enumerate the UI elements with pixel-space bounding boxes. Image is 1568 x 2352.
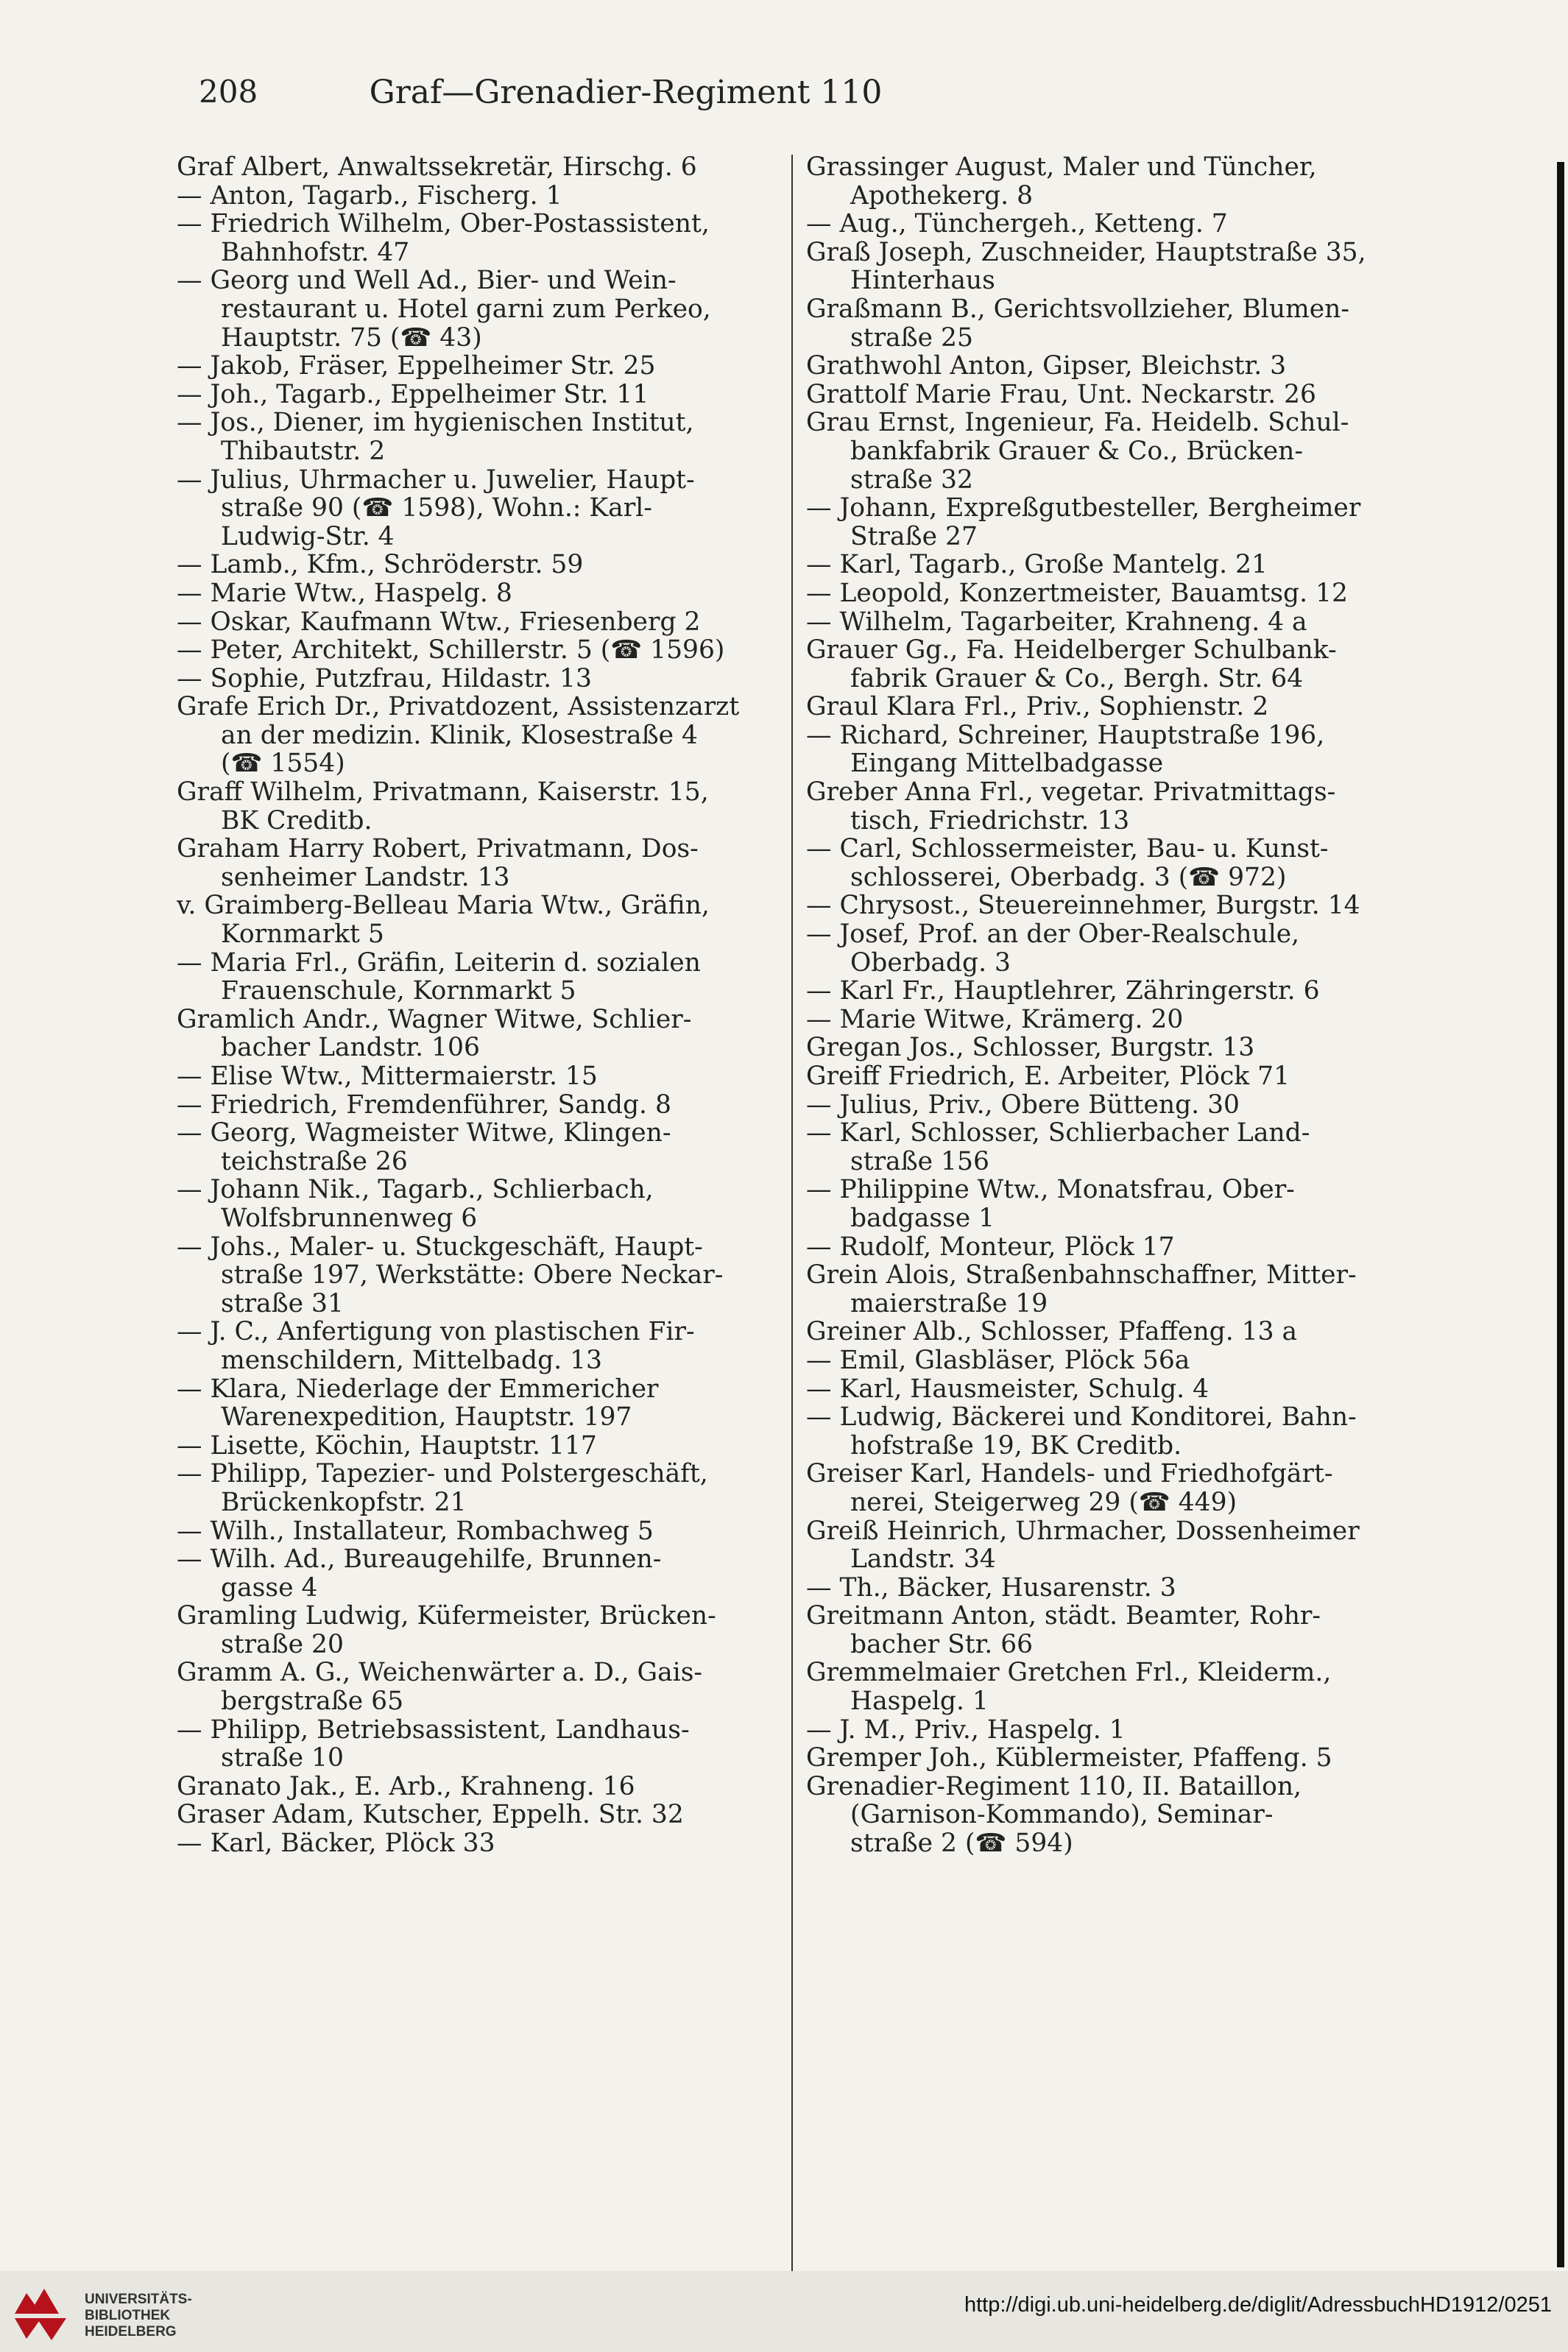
- directory-entry-line: Greiser Karl, Handels- und Friedhofgärt-: [806, 1460, 1333, 1488]
- directory-entry-line: Graff Wilhelm, Privatmann, Kaiserstr. 15,: [177, 778, 709, 807]
- entry-continuation-line: straße 197, Werkstätte: Obere Neckar-: [221, 1261, 724, 1290]
- directory-entry-line: — Georg, Wagmeister Witwe, Klingen-: [177, 1119, 671, 1148]
- directory-entry-line: — Karl Fr., Hauptlehrer, Zähringerstr. 6: [806, 977, 1320, 1006]
- column-divider: [791, 155, 793, 2275]
- entry-continuation-line: bergstraße 65: [221, 1687, 404, 1716]
- directory-entry-line: Grafe Erich Dr., Privatdozent, Assistenzarzt: [177, 693, 740, 721]
- directory-entry-line: — Philipp, Tapezier- und Polstergeschäft,: [177, 1460, 708, 1488]
- source-link[interactable]: http://digi.ub.uni-heidelberg.de/diglit/AdressbuchHD1912/0251: [964, 2293, 1552, 2317]
- directory-entry-line: Greiff Friedrich, E. Arbeiter, Plöck 71: [806, 1062, 1290, 1091]
- entry-continuation-line: fabrik Grauer & Co., Bergh. Str. 64: [850, 664, 1304, 693]
- library-name-line1: UNIVERSITÄTS-: [85, 2292, 192, 2307]
- directory-entry-line: — Elise Wtw., Mittermaierstr. 15: [177, 1062, 598, 1091]
- directory-entry-line: — Jakob, Fräser, Eppelheimer Str. 25: [177, 352, 656, 381]
- directory-entry-line: Gremper Joh., Küblermeister, Pfaffeng. 5: [806, 1744, 1332, 1773]
- entry-continuation-line: Kornmarkt 5: [221, 920, 384, 949]
- page-edge: [1557, 162, 1564, 2267]
- entry-continuation-line: bankfabrik Grauer & Co., Brücken-: [850, 437, 1304, 466]
- entry-continuation-line: bacher Landstr. 106: [221, 1034, 480, 1062]
- directory-entry-line: — Karl, Schlosser, Schlierbacher Land-: [806, 1119, 1310, 1148]
- directory-entry-line: — Philippine Wtw., Monatsfrau, Ober-: [806, 1176, 1295, 1204]
- entry-continuation-line: hofstraße 19, BK Creditb.: [850, 1431, 1182, 1461]
- entry-continuation-line: schlosserei, Oberbadg. 3 (☎ 972): [850, 863, 1287, 892]
- entry-continuation-line: teichstraße 26: [221, 1147, 408, 1176]
- library-name-line3: HEIDELBERG: [85, 2324, 177, 2339]
- directory-entry-line: Grassinger August, Maler und Tüncher,: [806, 153, 1317, 182]
- entry-continuation-line: Warenexpedition, Hauptstr. 197: [221, 1403, 632, 1432]
- directory-entry-line: — Wilh., Installateur, Rombachweg 5: [177, 1516, 654, 1546]
- directory-entry-line: — J. M., Priv., Haspelg. 1: [806, 1715, 1126, 1745]
- entry-continuation-line: straße 20: [221, 1630, 344, 1659]
- entry-continuation-line: badgasse 1: [850, 1204, 995, 1233]
- directory-entry-line: — Karl, Bäcker, Plöck 33: [177, 1829, 495, 1858]
- entry-continuation-line: senheimer Landstr. 13: [221, 863, 510, 892]
- directory-entry-line: Grau Ernst, Ingenieur, Fa. Heidelb. Schul-: [806, 409, 1349, 437]
- directory-entry-line: — Wilhelm, Tagarbeiter, Krahneng. 4 a: [806, 607, 1307, 637]
- directory-entry-line: — Emil, Glasbläser, Plöck 56a: [806, 1346, 1190, 1375]
- directory-entry-line: — Sophie, Putzfrau, Hildastr. 13: [177, 664, 592, 693]
- directory-entry-line: — Aug., Tünchergeh., Ketteng. 7: [806, 210, 1228, 239]
- directory-entry-line: Gramm A. G., Weichenwärter a. D., Gais-: [177, 1659, 703, 1688]
- directory-entry-line: Graham Harry Robert, Privatmann, Dos-: [177, 835, 699, 864]
- entry-continuation-line: straße 90 (☎ 1598), Wohn.: Karl-: [221, 494, 652, 523]
- directory-entry-line: — Anton, Tagarb., Fischerg. 1: [177, 181, 562, 211]
- entry-continuation-line: Frauenschule, Kornmarkt 5: [221, 977, 576, 1006]
- directory-entry-line: v. Graimberg-Belleau Maria Wtw., Gräfin,: [177, 891, 710, 921]
- directory-entry-line: Graser Adam, Kutscher, Eppelh. Str. 32: [177, 1801, 684, 1830]
- directory-entry-line: — Friedrich Wilhelm, Ober-Postassistent,: [177, 210, 710, 239]
- directory-entry-line: — Rudolf, Monteur, Plöck 17: [806, 1232, 1175, 1262]
- left-column: [177, 153, 766, 1858]
- entry-continuation-line: straße 31: [221, 1289, 344, 1318]
- directory-entry-line: Greitmann Anton, städt. Beamter, Rohr-: [806, 1602, 1321, 1631]
- entry-continuation-line: straße 2 (☎ 594): [850, 1829, 1073, 1858]
- entry-continuation-line: restaurant u. Hotel garni zum Perkeo,: [221, 294, 711, 324]
- directory-entry-line: Grathwohl Anton, Gipser, Bleichstr. 3: [806, 352, 1287, 381]
- directory-entry-line: — Karl, Hausmeister, Schulg. 4: [806, 1374, 1209, 1404]
- entry-continuation-line: bacher Str. 66: [850, 1630, 1034, 1659]
- right-column: [806, 153, 1395, 1858]
- directory-entry-line: Graßmann B., Gerichtsvollzieher, Blumen-: [806, 294, 1350, 324]
- directory-entry-line: — Carl, Schlossermeister, Bau- u. Kunst-: [806, 835, 1329, 864]
- directory-entry-line: — Joh., Tagarb., Eppelheimer Str. 11: [177, 380, 649, 409]
- directory-entry-line: Gremmelmaier Gretchen Frl., Kleiderm.,: [806, 1659, 1332, 1688]
- entry-continuation-line: straße 25: [850, 323, 973, 353]
- directory-entry-line: Grattolf Marie Frau, Unt. Neckarstr. 26: [806, 380, 1316, 409]
- directory-entry-line: Graf Albert, Anwaltssekretär, Hirschg. 6: [177, 153, 697, 182]
- entry-continuation-line: Eingang Mittelbadgasse: [850, 749, 1164, 779]
- entry-continuation-line: Apothekerg. 8: [850, 181, 1034, 211]
- entry-continuation-line: gasse 4: [221, 1573, 318, 1603]
- directory-entry-line: — Chrysost., Steuereinnehmer, Burgstr. 14: [806, 891, 1360, 921]
- directory-entry-line: — Oskar, Kaufmann Wtw., Friesenberg 2: [177, 607, 701, 637]
- directory-entry-line: — Lisette, Köchin, Hauptstr. 117: [177, 1431, 597, 1461]
- entry-continuation-line: Hinterhaus: [850, 266, 995, 295]
- university-logo-icon: [7, 2286, 74, 2343]
- directory-entry-line: — Josef, Prof. an der Ober-Realschule,: [806, 920, 1300, 949]
- directory-entry-line: — Philipp, Betriebsassistent, Landhaus-: [177, 1715, 690, 1745]
- directory-entry-line: — Marie Witwe, Krämerg. 20: [806, 1005, 1184, 1034]
- entry-continuation-line: Haspelg. 1: [850, 1687, 989, 1716]
- directory-entry-line: — Lamb., Kfm., Schröderstr. 59: [177, 551, 584, 579]
- library-name-line2: BIBLIOTHEK: [85, 2308, 171, 2323]
- entry-continuation-line: an der medizin. Klinik, Klosestraße 4: [221, 721, 698, 750]
- directory-entry-line: — Friedrich, Fremdenführer, Sandg. 8: [177, 1090, 671, 1120]
- running-head: Graf—Grenadier-Regiment 110: [369, 74, 883, 111]
- entry-continuation-line: Landstr. 34: [850, 1545, 996, 1574]
- entry-continuation-line: Brückenkopfstr. 21: [221, 1488, 467, 1517]
- entry-continuation-line: maierstraße 19: [850, 1289, 1048, 1318]
- directory-entry-line: — Klara, Niederlage der Emmericher: [177, 1374, 659, 1404]
- entry-continuation-line: BK Creditb.: [221, 806, 372, 836]
- directory-entry-line: — Georg und Well Ad., Bier- und Wein-: [177, 266, 677, 295]
- entry-continuation-line: Thibautstr. 2: [221, 437, 386, 466]
- entry-continuation-line: Straße 27: [850, 522, 978, 551]
- entry-continuation-line: straße 10: [221, 1744, 344, 1773]
- directory-entry-line: Gramling Ludwig, Küfermeister, Brücken-: [177, 1602, 716, 1631]
- entry-continuation-line: Oberbadg. 3: [850, 948, 1011, 978]
- footer-bar: [0, 2271, 1568, 2352]
- directory-entry-line: — Wilh. Ad., Bureaugehilfe, Brunnen-: [177, 1545, 662, 1574]
- entry-continuation-line: (☎ 1554): [221, 749, 345, 779]
- entry-continuation-line: nerei, Steigerweg 29 (☎ 449): [850, 1488, 1237, 1517]
- entry-continuation-line: tisch, Friedrichstr. 13: [850, 806, 1130, 836]
- entry-continuation-line: Wolfsbrunnenweg 6: [221, 1204, 478, 1233]
- entry-continuation-line: Ludwig-Str. 4: [221, 522, 395, 551]
- directory-entry-line: — Richard, Schreiner, Hauptstraße 196,: [806, 721, 1325, 750]
- directory-entry-line: — Marie Wtw., Haspelg. 8: [177, 579, 512, 608]
- directory-entry-line: Gramlich Andr., Wagner Witwe, Schlier-: [177, 1005, 692, 1034]
- directory-entry-line: Gregan Jos., Schlosser, Burgstr. 13: [806, 1034, 1255, 1062]
- directory-entry-line: — Johann Nik., Tagarb., Schlierbach,: [177, 1176, 654, 1204]
- directory-entry-line: Grenadier-Regiment 110, II. Bataillon,: [806, 1772, 1302, 1801]
- directory-entry-line: Greber Anna Frl., vegetar. Privatmittags-: [806, 778, 1336, 807]
- directory-entry-line: — Ludwig, Bäckerei und Konditorei, Bahn-: [806, 1403, 1357, 1432]
- entry-continuation-line: Hauptstr. 75 (☎ 43): [221, 323, 482, 353]
- directory-entry-line: — J. C., Anfertigung von plastischen Fir-: [177, 1318, 695, 1346]
- directory-entry-line: Greiß Heinrich, Uhrmacher, Dossenheimer: [806, 1516, 1360, 1546]
- entry-continuation-line: (Garnison-Kommando), Seminar-: [850, 1801, 1274, 1830]
- directory-entry-line: — Leopold, Konzertmeister, Bauamtsg. 12: [806, 579, 1348, 608]
- directory-entry-line: — Maria Frl., Gräfin, Leiterin d. sozialen: [177, 948, 701, 978]
- directory-entry-line: Granato Jak., E. Arb., Krahneng. 16: [177, 1772, 635, 1801]
- library-name: [85, 2292, 192, 2340]
- directory-entry-line: Grein Alois, Straßenbahnschaffner, Mitter-: [806, 1261, 1357, 1290]
- directory-entry-line: Grauer Gg., Fa. Heidelberger Schulbank-: [806, 636, 1337, 665]
- directory-entry-line: — Johann, Expreßgutbesteller, Bergheimer: [806, 494, 1361, 523]
- directory-entry-line: — Peter, Architekt, Schillerstr. 5 (☎ 1596): [177, 636, 725, 665]
- directory-entry-line: — Julius, Priv., Obere Bütteng. 30: [806, 1090, 1240, 1120]
- entry-continuation-line: menschildern, Mittelbadg. 13: [221, 1346, 603, 1375]
- directory-entry-line: Greiner Alb., Schlosser, Pfaffeng. 13 a: [806, 1318, 1298, 1346]
- directory-entry-line: — Karl, Tagarb., Große Mantelg. 21: [806, 551, 1268, 579]
- directory-entry-line: Graul Klara Frl., Priv., Sophienstr. 2: [806, 693, 1269, 721]
- page-header: [199, 74, 1053, 125]
- directory-entry-line: — Julius, Uhrmacher u. Juwelier, Haupt-: [177, 465, 695, 495]
- page-number: 208: [199, 74, 258, 110]
- entry-continuation-line: straße 32: [850, 465, 973, 495]
- directory-entry-line: — Jos., Diener, im hygienischen Institut,: [177, 409, 694, 437]
- entry-continuation-line: Bahnhofstr. 47: [221, 238, 410, 267]
- directory-entry-line: Graß Joseph, Zuschneider, Hauptstraße 35,: [806, 238, 1366, 267]
- directory-entry-line: — Th., Bäcker, Husarenstr. 3: [806, 1573, 1176, 1603]
- directory-entry-line: — Johs., Maler- u. Stuckgeschäft, Haupt-: [177, 1232, 703, 1262]
- entry-continuation-line: straße 156: [850, 1147, 989, 1176]
